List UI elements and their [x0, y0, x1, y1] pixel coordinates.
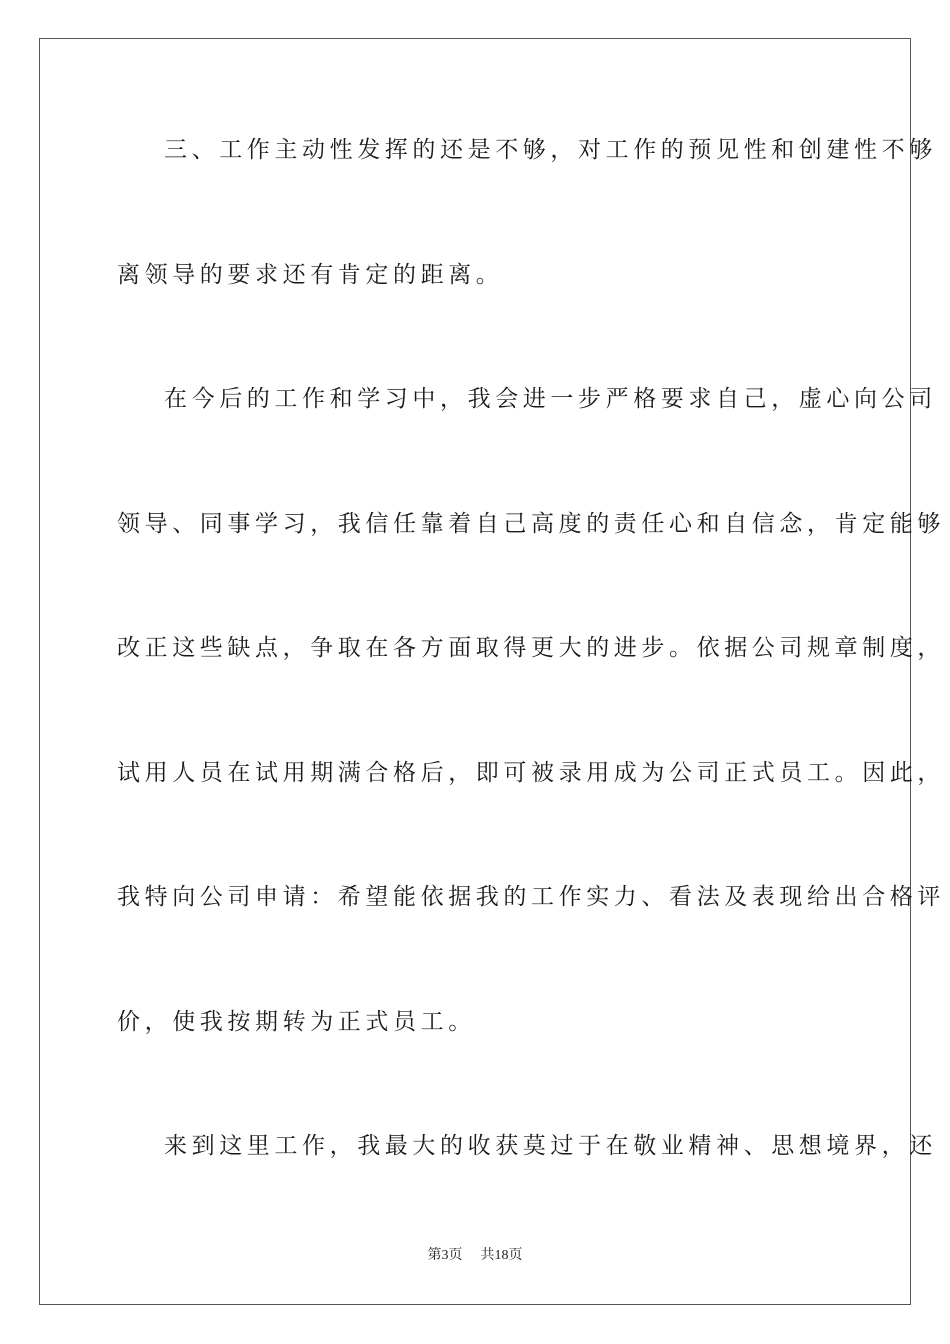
- page-total: 共18页: [480, 1248, 523, 1263]
- text-line-4: 领导、同事学习，我信任靠着自己高度的责任心和自信念，肯定能够: [117, 511, 945, 537]
- text-line-5: 改正这些缺点，争取在各方面取得更大的进步。依据公司规章制度，: [117, 635, 945, 661]
- text-line-8: 价，使我按期转为正式员工。: [117, 1009, 476, 1035]
- text-line-6: 试用人员在试用期满合格后，即可被录用成为公司正式员工。因此，: [117, 760, 945, 786]
- text-line-3: 在今后的工作和学习中，我会进一步严格要求自己，虚心向公司: [164, 386, 937, 412]
- page-footer: [0, 1246, 950, 1266]
- text-line-9: 来到这里工作，我最大的收获莫过于在敬业精神、思想境界，还: [164, 1133, 937, 1159]
- text-line-1: 三、工作主动性发挥的还是不够，对工作的预见性和创建性不够: [164, 137, 937, 163]
- text-line-7: 我特向公司申请：希望能依据我的工作实力、看法及表现给出合格评: [117, 884, 945, 910]
- text-line-2: 离领导的要求还有肯定的距离。: [117, 262, 504, 288]
- page-border: [39, 38, 911, 1305]
- page-number: 第3页: [427, 1248, 463, 1263]
